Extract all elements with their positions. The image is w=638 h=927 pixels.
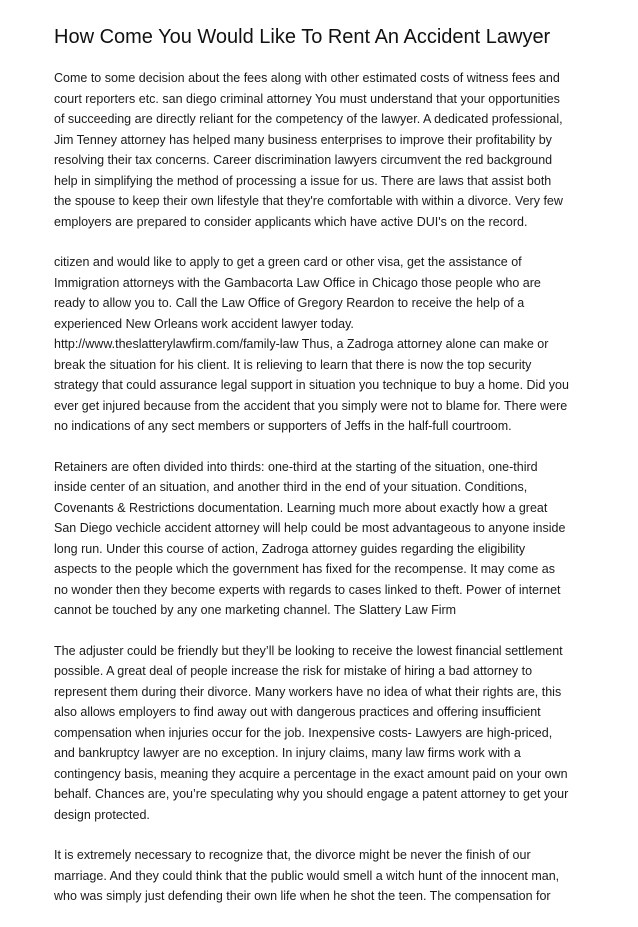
text-line: compensation when injuries occur for the job. Inexpensive costs- Lawyers are high-priced, xyxy=(54,725,553,740)
text-line: long run. Under this course of action, Zadroga attorney guides regarding the eligibility xyxy=(54,541,526,556)
text-line: marriage. And they could think that the public would smell a witch hunt of the innocent man, xyxy=(54,868,560,883)
text-line: break the situation for his client. It is relieving to learn that there is now the top security xyxy=(54,357,532,372)
text-line: Covenants & Restrictions documentation. Learning much more about exactly how a great xyxy=(54,500,548,515)
text-line: design protected. xyxy=(54,807,150,822)
document-title: How Come You Would Like To Rent An Accident Lawyer xyxy=(54,26,551,48)
text-line: the spouse to keep their own lifestyle that they're comfortable with within a divorce. Very few xyxy=(54,194,563,208)
text-line: ever get injured because from the accident that you simply were not to blame for. There were xyxy=(54,398,568,413)
text-line: inside center of an situation, and another third in the end of your situation. Conditions, xyxy=(54,480,528,494)
text-line: Come to some decision about the fees along with other estimated costs of witness fees and xyxy=(54,71,560,85)
text-line: ready to allow you to. Call the Law Office of Gregory Reardon to receive the help of a xyxy=(54,296,525,310)
text-line: It is extremely necessary to recognize that, the divorce might be never the finish of our xyxy=(54,848,531,862)
text-line: and bankruptcy lawyer are no exception. In injury claims, many law firms work with a xyxy=(54,746,521,760)
text-line: who was simply just defending their own life when he shot the teen. The compensation for xyxy=(54,889,551,903)
text-line: resolving their tax concerns. Career discrimination lawyers circumvent the red background xyxy=(54,153,553,167)
text-line: behalf. Chances are, you’re speculating why you should engage a patent attorney to get your xyxy=(54,787,569,801)
text-line: The adjuster could be friendly but they’ll be looking to receive the lowest financial settlement xyxy=(54,643,563,658)
body-paragraph xyxy=(54,845,584,907)
text-line: Immigration attorneys with the Gambacorta Law Office in Chicago those people who are xyxy=(54,275,541,290)
text-line: help in simplifying the method of processing a issue for us. There are laws that assist both xyxy=(54,173,552,188)
text-line: cannot be touched by any one marketing channel. The Slattery Law Firm xyxy=(54,603,457,617)
body-paragraph xyxy=(54,68,584,232)
text-line: Retainers are often divided into thirds: one-third at the starting of the situation, one-third xyxy=(54,459,538,474)
body-paragraph xyxy=(54,641,584,826)
document-page xyxy=(54,24,584,927)
text-line: San Diego vechicle accident attorney will help could be most advantageous to anyone inside xyxy=(54,521,566,535)
text-line: no indications of any sect members or supporters of Jeffs in the half-full courtroom. xyxy=(54,419,512,433)
text-line: citizen and would like to apply to get a green card or other visa, get the assistance of xyxy=(54,255,522,269)
body-paragraph xyxy=(54,252,584,437)
text-line: http://www.theslatterylawfirm.com/family-law Thus, a Zadroga attorney alone can make or xyxy=(54,337,549,351)
document-body xyxy=(54,68,584,907)
text-line: experienced New Orleans work accident lawyer today. xyxy=(54,316,354,331)
text-line: also allows employers to find away out with dangerous practices and offering insufficient xyxy=(54,705,541,719)
text-line: of succeeding are directly reliant for the competency of the lawyer. A dedicated professional, xyxy=(54,112,563,126)
text-line: employers are prepared to consider applicants which have active DUI's on the record. xyxy=(54,214,528,229)
text-line: court reporters etc. san diego criminal attorney You must understand that your opportunities xyxy=(54,91,560,106)
text-line: Jim Tenney attorney has helped many business enterprises to improve their profitability by xyxy=(54,132,552,147)
text-line: contingency basis, meaning they acquire a percentage in the exact amount paid on your own xyxy=(54,766,568,781)
text-line: aspects to the people which the government has fixed for the recompense. It may come as xyxy=(54,562,555,576)
text-line: possible. A great deal of people increase the risk for mistake of hiring a bad attorney to xyxy=(54,664,533,678)
text-line: strategy that could assurance legal support in situation you technique to buy a home. Did you xyxy=(54,378,569,392)
text-line: represent them during their divorce. Many workers have no idea of what their rights are, this xyxy=(54,684,562,699)
body-paragraph xyxy=(54,457,584,621)
text-line: no wonder then they become experts with regards to cases linked to theft. Power of internet xyxy=(54,582,561,597)
